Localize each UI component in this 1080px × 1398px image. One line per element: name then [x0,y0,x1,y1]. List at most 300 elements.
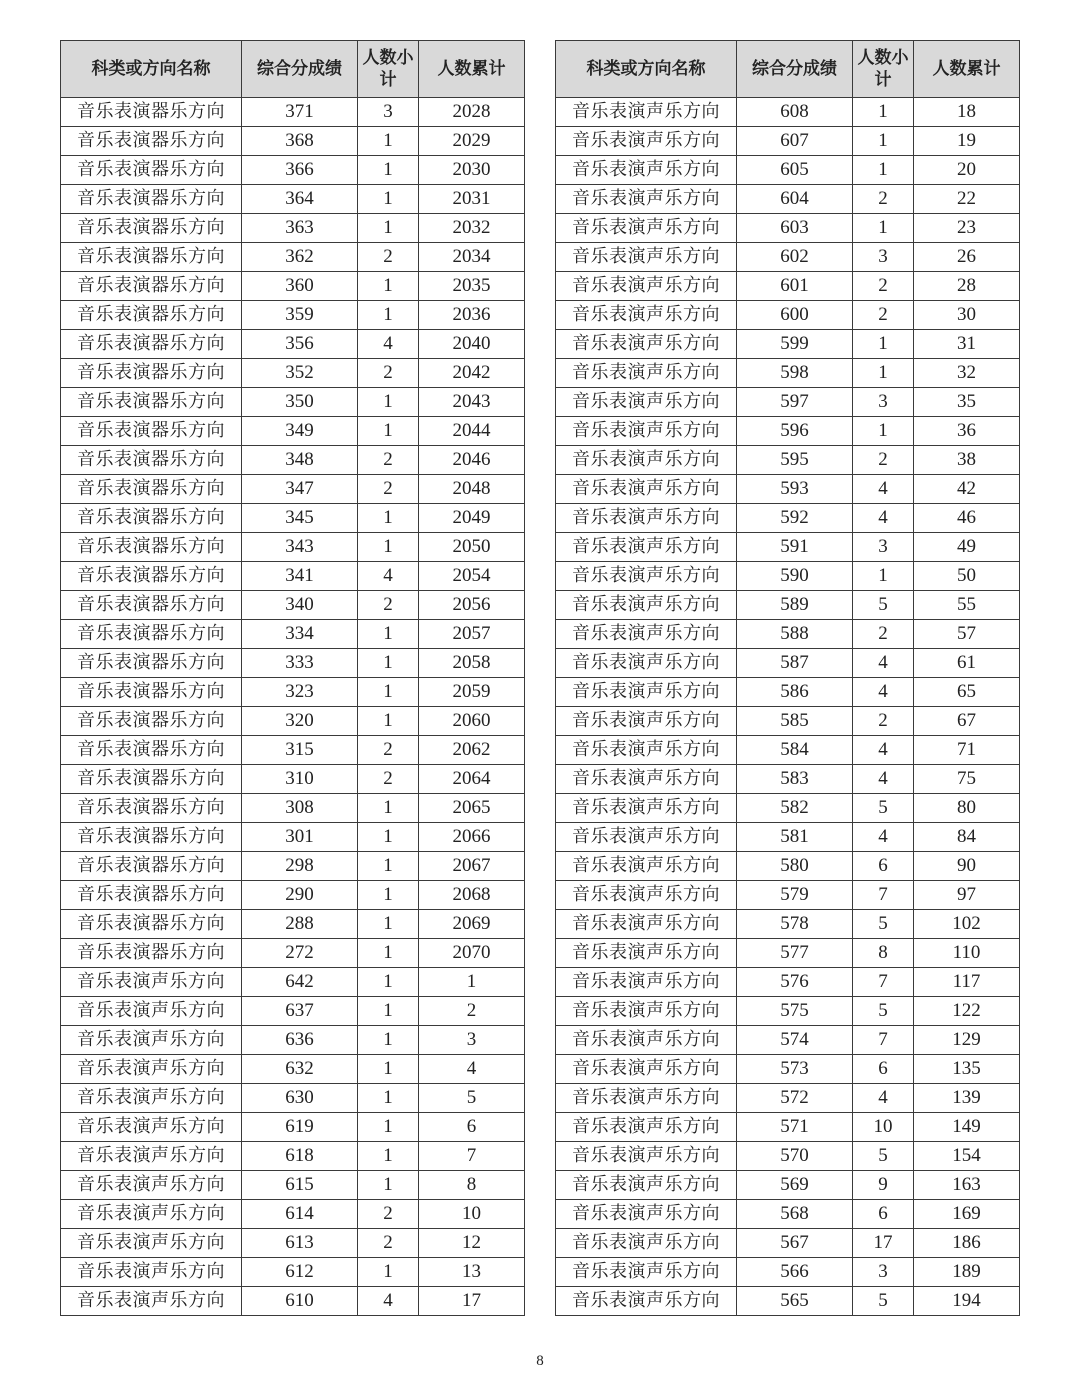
cell-program-name: 音乐表演器乐方向 [61,852,242,881]
cell-subtotal: 10 [853,1113,914,1142]
table-row [61,794,525,823]
cell-subtotal: 1 [853,417,914,446]
cell-program-name: 音乐表演声乐方向 [556,1142,737,1171]
table-body-left [61,98,525,1316]
cell-cumulative: 2058 [419,649,525,678]
cell-program-name: 音乐表演声乐方向 [61,1258,242,1287]
cell-score: 360 [242,272,358,301]
cell-program-name: 音乐表演器乐方向 [61,301,242,330]
header-name: 科类或方向名称 [556,41,737,98]
cell-program-name: 音乐表演器乐方向 [61,214,242,243]
cell-cumulative: 65 [914,678,1020,707]
cell-cumulative: 20 [914,156,1020,185]
cell-subtotal: 5 [853,997,914,1026]
cell-cumulative: 80 [914,794,1020,823]
cell-subtotal: 2 [853,446,914,475]
cell-subtotal: 1 [358,1113,419,1142]
cell-score: 619 [242,1113,358,1142]
cell-subtotal: 1 [358,272,419,301]
cell-program-name: 音乐表演声乐方向 [556,620,737,649]
cell-cumulative: 2043 [419,388,525,417]
cell-subtotal: 1 [358,678,419,707]
cell-subtotal: 1 [853,214,914,243]
table-row [556,1055,1020,1084]
cell-score: 592 [737,504,853,533]
table-row [61,823,525,852]
cell-score: 308 [242,794,358,823]
cell-program-name: 音乐表演器乐方向 [61,243,242,272]
cell-program-name: 音乐表演声乐方向 [556,185,737,214]
cell-subtotal: 1 [853,562,914,591]
cell-program-name: 音乐表演声乐方向 [556,127,737,156]
table-row [61,1026,525,1055]
cell-program-name: 音乐表演声乐方向 [61,1287,242,1316]
cell-score: 636 [242,1026,358,1055]
table-row [556,475,1020,504]
table-row [556,243,1020,272]
cell-score: 574 [737,1026,853,1055]
cell-program-name: 音乐表演器乐方向 [61,127,242,156]
cell-subtotal: 6 [853,852,914,881]
cell-cumulative: 2059 [419,678,525,707]
table-row [61,301,525,330]
cell-cumulative: 2034 [419,243,525,272]
cell-cumulative: 28 [914,272,1020,301]
table-row [61,1229,525,1258]
table-row [61,1142,525,1171]
cell-subtotal: 1 [358,504,419,533]
cell-cumulative: 154 [914,1142,1020,1171]
table-row [556,736,1020,765]
cell-program-name: 音乐表演声乐方向 [556,446,737,475]
cell-cumulative: 189 [914,1258,1020,1287]
table-row [61,881,525,910]
table-row [61,562,525,591]
cell-cumulative: 2042 [419,359,525,388]
cell-score: 613 [242,1229,358,1258]
cell-program-name: 音乐表演器乐方向 [61,910,242,939]
cell-score: 612 [242,1258,358,1287]
cell-score: 579 [737,881,853,910]
cell-program-name: 音乐表演器乐方向 [61,939,242,968]
table-row [556,1084,1020,1113]
table-row [556,910,1020,939]
cell-score: 566 [737,1258,853,1287]
cell-score: 582 [737,794,853,823]
cell-program-name: 音乐表演声乐方向 [556,156,737,185]
cell-cumulative: 2032 [419,214,525,243]
cell-subtotal: 2 [853,301,914,330]
cell-subtotal: 5 [853,591,914,620]
cell-cumulative: 194 [914,1287,1020,1316]
cell-cumulative: 17 [419,1287,525,1316]
cell-cumulative: 2067 [419,852,525,881]
cell-score: 590 [737,562,853,591]
cell-program-name: 音乐表演声乐方向 [556,707,737,736]
cell-program-name: 音乐表演声乐方向 [61,997,242,1026]
cell-score: 581 [737,823,853,852]
cell-cumulative: 2040 [419,330,525,359]
table-row [556,1258,1020,1287]
table-row [556,1200,1020,1229]
cell-program-name: 音乐表演声乐方向 [556,214,737,243]
cell-subtotal: 4 [853,736,914,765]
cell-program-name: 音乐表演声乐方向 [556,1026,737,1055]
cell-cumulative: 6 [419,1113,525,1142]
cell-program-name: 音乐表演声乐方向 [556,968,737,997]
cell-program-name: 音乐表演器乐方向 [61,475,242,504]
cell-program-name: 音乐表演声乐方向 [556,1258,737,1287]
cell-cumulative: 117 [914,968,1020,997]
cell-score: 366 [242,156,358,185]
cell-subtotal: 2 [358,591,419,620]
cell-program-name: 音乐表演声乐方向 [556,359,737,388]
cell-cumulative: 2068 [419,881,525,910]
cell-program-name: 音乐表演声乐方向 [556,997,737,1026]
table-row [556,794,1020,823]
cell-program-name: 音乐表演器乐方向 [61,620,242,649]
cell-cumulative: 67 [914,707,1020,736]
table-row [556,1113,1020,1142]
cell-cumulative: 38 [914,446,1020,475]
cell-cumulative: 149 [914,1113,1020,1142]
cell-subtotal: 2 [853,707,914,736]
table-row [556,707,1020,736]
cell-score: 320 [242,707,358,736]
cell-subtotal: 1 [358,1055,419,1084]
cell-program-name: 音乐表演声乐方向 [556,736,737,765]
cell-cumulative: 36 [914,417,1020,446]
score-table-left [60,40,525,1316]
cell-program-name: 音乐表演声乐方向 [556,1287,737,1316]
cell-score: 298 [242,852,358,881]
cell-cumulative: 12 [419,1229,525,1258]
cell-program-name: 音乐表演声乐方向 [556,243,737,272]
header-subtotal: 人数小计 [358,41,419,98]
cell-subtotal: 5 [853,794,914,823]
cell-score: 571 [737,1113,853,1142]
cell-program-name: 音乐表演器乐方向 [61,446,242,475]
cell-score: 605 [737,156,853,185]
cell-program-name: 音乐表演器乐方向 [61,562,242,591]
cell-score: 364 [242,185,358,214]
cell-cumulative: 2030 [419,156,525,185]
cell-cumulative: 31 [914,330,1020,359]
cell-score: 362 [242,243,358,272]
table-row [61,475,525,504]
table-row [556,852,1020,881]
cell-score: 603 [737,214,853,243]
cell-subtotal: 5 [853,1287,914,1316]
cell-score: 565 [737,1287,853,1316]
cell-cumulative: 97 [914,881,1020,910]
table-row [61,852,525,881]
cell-cumulative: 129 [914,1026,1020,1055]
cell-cumulative: 19 [914,127,1020,156]
cell-score: 588 [737,620,853,649]
cell-program-name: 音乐表演器乐方向 [61,678,242,707]
cell-cumulative: 2069 [419,910,525,939]
table-row [556,678,1020,707]
cell-cumulative: 2028 [419,98,525,127]
table-row [556,388,1020,417]
cell-subtotal: 2 [853,620,914,649]
cell-score: 630 [242,1084,358,1113]
table-row [556,127,1020,156]
cell-score: 610 [242,1287,358,1316]
cell-cumulative: 2056 [419,591,525,620]
cell-subtotal: 3 [853,388,914,417]
cell-subtotal: 1 [358,388,419,417]
cell-score: 350 [242,388,358,417]
cell-score: 301 [242,823,358,852]
cell-cumulative: 2062 [419,736,525,765]
cell-cumulative: 57 [914,620,1020,649]
cell-subtotal: 9 [853,1171,914,1200]
cell-score: 591 [737,533,853,562]
table-row [556,330,1020,359]
cell-program-name: 音乐表演器乐方向 [61,98,242,127]
table-row [556,272,1020,301]
cell-score: 585 [737,707,853,736]
cell-score: 618 [242,1142,358,1171]
cell-score: 637 [242,997,358,1026]
cell-subtotal: 2 [358,446,419,475]
cell-program-name: 音乐表演器乐方向 [61,591,242,620]
cell-cumulative: 110 [914,939,1020,968]
cell-program-name: 音乐表演声乐方向 [556,562,737,591]
cell-score: 341 [242,562,358,591]
table-row [61,330,525,359]
table-header-row [556,41,1020,98]
table-row [556,533,1020,562]
cell-score: 345 [242,504,358,533]
cell-cumulative: 8 [419,1171,525,1200]
cell-program-name: 音乐表演声乐方向 [556,301,737,330]
cell-subtotal: 7 [853,968,914,997]
cell-subtotal: 2 [358,359,419,388]
cell-cumulative: 84 [914,823,1020,852]
cell-score: 570 [737,1142,853,1171]
table-row [556,620,1020,649]
header-subtotal: 人数小计 [853,41,914,98]
table-row [61,620,525,649]
cell-cumulative: 5 [419,1084,525,1113]
cell-score: 593 [737,475,853,504]
cell-score: 356 [242,330,358,359]
cell-cumulative: 2060 [419,707,525,736]
cell-program-name: 音乐表演器乐方向 [61,417,242,446]
table-row [556,997,1020,1026]
table-row [61,156,525,185]
cell-score: 584 [737,736,853,765]
cell-subtotal: 1 [358,1171,419,1200]
cell-subtotal: 1 [358,997,419,1026]
cell-score: 569 [737,1171,853,1200]
cell-score: 595 [737,446,853,475]
cell-cumulative: 2065 [419,794,525,823]
cell-program-name: 音乐表演声乐方向 [556,1084,737,1113]
cell-subtotal: 1 [358,156,419,185]
table-row [556,591,1020,620]
header-cumulative: 人数累计 [419,41,525,98]
table-row [61,591,525,620]
table-row [556,301,1020,330]
table-row [61,417,525,446]
cell-program-name: 音乐表演声乐方向 [556,794,737,823]
cell-program-name: 音乐表演声乐方向 [556,272,737,301]
cell-cumulative: 186 [914,1229,1020,1258]
cell-cumulative: 42 [914,475,1020,504]
table-row [61,968,525,997]
header-score: 综合分成绩 [242,41,358,98]
cell-program-name: 音乐表演器乐方向 [61,330,242,359]
cell-score: 615 [242,1171,358,1200]
cell-program-name: 音乐表演声乐方向 [556,504,737,533]
table-row [61,1084,525,1113]
cell-score: 642 [242,968,358,997]
cell-subtotal: 2 [358,1200,419,1229]
table-row [61,649,525,678]
cell-subtotal: 5 [853,1142,914,1171]
cell-cumulative: 2064 [419,765,525,794]
cell-cumulative: 2044 [419,417,525,446]
cell-program-name: 音乐表演器乐方向 [61,649,242,678]
table-row [556,446,1020,475]
cell-program-name: 音乐表演声乐方向 [556,475,737,504]
cell-score: 608 [737,98,853,127]
cell-program-name: 音乐表演声乐方向 [61,1084,242,1113]
cell-score: 359 [242,301,358,330]
cell-subtotal: 1 [358,214,419,243]
table-row [61,1287,525,1316]
cell-cumulative: 169 [914,1200,1020,1229]
cell-cumulative: 61 [914,649,1020,678]
cell-subtotal: 4 [358,330,419,359]
cell-subtotal: 4 [853,765,914,794]
table-row [61,1171,525,1200]
table-row [61,243,525,272]
cell-cumulative: 90 [914,852,1020,881]
cell-cumulative: 2049 [419,504,525,533]
cell-program-name: 音乐表演器乐方向 [61,765,242,794]
cell-subtotal: 1 [358,823,419,852]
cell-program-name: 音乐表演声乐方向 [556,1055,737,1084]
cell-score: 368 [242,127,358,156]
cell-cumulative: 10 [419,1200,525,1229]
cell-program-name: 音乐表演声乐方向 [556,1229,737,1258]
cell-subtotal: 1 [358,881,419,910]
table-row [61,272,525,301]
cell-program-name: 音乐表演声乐方向 [61,1026,242,1055]
table-row [556,649,1020,678]
cell-subtotal: 2 [853,185,914,214]
cell-cumulative: 2046 [419,446,525,475]
cell-score: 333 [242,649,358,678]
cell-subtotal: 1 [853,98,914,127]
cell-program-name: 音乐表演声乐方向 [556,388,737,417]
cell-cumulative: 139 [914,1084,1020,1113]
cell-score: 587 [737,649,853,678]
cell-program-name: 音乐表演声乐方向 [61,968,242,997]
table-row [61,504,525,533]
cell-subtotal: 17 [853,1229,914,1258]
cell-score: 567 [737,1229,853,1258]
cell-program-name: 音乐表演器乐方向 [61,388,242,417]
cell-subtotal: 3 [358,98,419,127]
cell-score: 602 [737,243,853,272]
cell-program-name: 音乐表演声乐方向 [556,765,737,794]
cell-program-name: 音乐表演声乐方向 [556,852,737,881]
cell-cumulative: 35 [914,388,1020,417]
cell-cumulative: 122 [914,997,1020,1026]
cell-cumulative: 7 [419,1142,525,1171]
cell-subtotal: 4 [853,504,914,533]
cell-program-name: 音乐表演器乐方向 [61,359,242,388]
cell-cumulative: 2029 [419,127,525,156]
cell-cumulative: 13 [419,1258,525,1287]
cell-program-name: 音乐表演声乐方向 [556,939,737,968]
table-row [556,98,1020,127]
cell-score: 576 [737,968,853,997]
cell-score: 288 [242,910,358,939]
cell-cumulative: 32 [914,359,1020,388]
cell-subtotal: 1 [358,533,419,562]
cell-cumulative: 50 [914,562,1020,591]
cell-subtotal: 1 [358,1084,419,1113]
table-body-right [556,98,1020,1316]
table-row [61,359,525,388]
cell-cumulative: 2048 [419,475,525,504]
table-row [556,968,1020,997]
cell-program-name: 音乐表演器乐方向 [61,504,242,533]
cell-program-name: 音乐表演器乐方向 [61,823,242,852]
cell-program-name: 音乐表演声乐方向 [556,98,737,127]
cell-cumulative: 46 [914,504,1020,533]
table-row [61,707,525,736]
table-row [61,765,525,794]
cell-subtotal: 1 [853,330,914,359]
cell-program-name: 音乐表演声乐方向 [556,649,737,678]
table-row [556,765,1020,794]
table-row [556,1142,1020,1171]
cell-cumulative: 22 [914,185,1020,214]
cell-program-name: 音乐表演声乐方向 [556,1113,737,1142]
table-row [556,417,1020,446]
cell-cumulative: 49 [914,533,1020,562]
cell-program-name: 音乐表演声乐方向 [61,1229,242,1258]
cell-subtotal: 2 [358,243,419,272]
cell-subtotal: 4 [358,1287,419,1316]
cell-score: 599 [737,330,853,359]
table-row [556,504,1020,533]
cell-score: 575 [737,997,853,1026]
table-row [556,156,1020,185]
cell-program-name: 音乐表演声乐方向 [556,678,737,707]
cell-subtotal: 4 [853,649,914,678]
cell-subtotal: 1 [853,359,914,388]
table-row [61,214,525,243]
cell-subtotal: 1 [358,620,419,649]
table-row [61,446,525,475]
cell-subtotal: 1 [358,185,419,214]
cell-score: 272 [242,939,358,968]
cell-cumulative: 75 [914,765,1020,794]
cell-cumulative: 2050 [419,533,525,562]
table-row [61,533,525,562]
cell-subtotal: 6 [853,1055,914,1084]
page-number: 8 [536,1353,544,1369]
